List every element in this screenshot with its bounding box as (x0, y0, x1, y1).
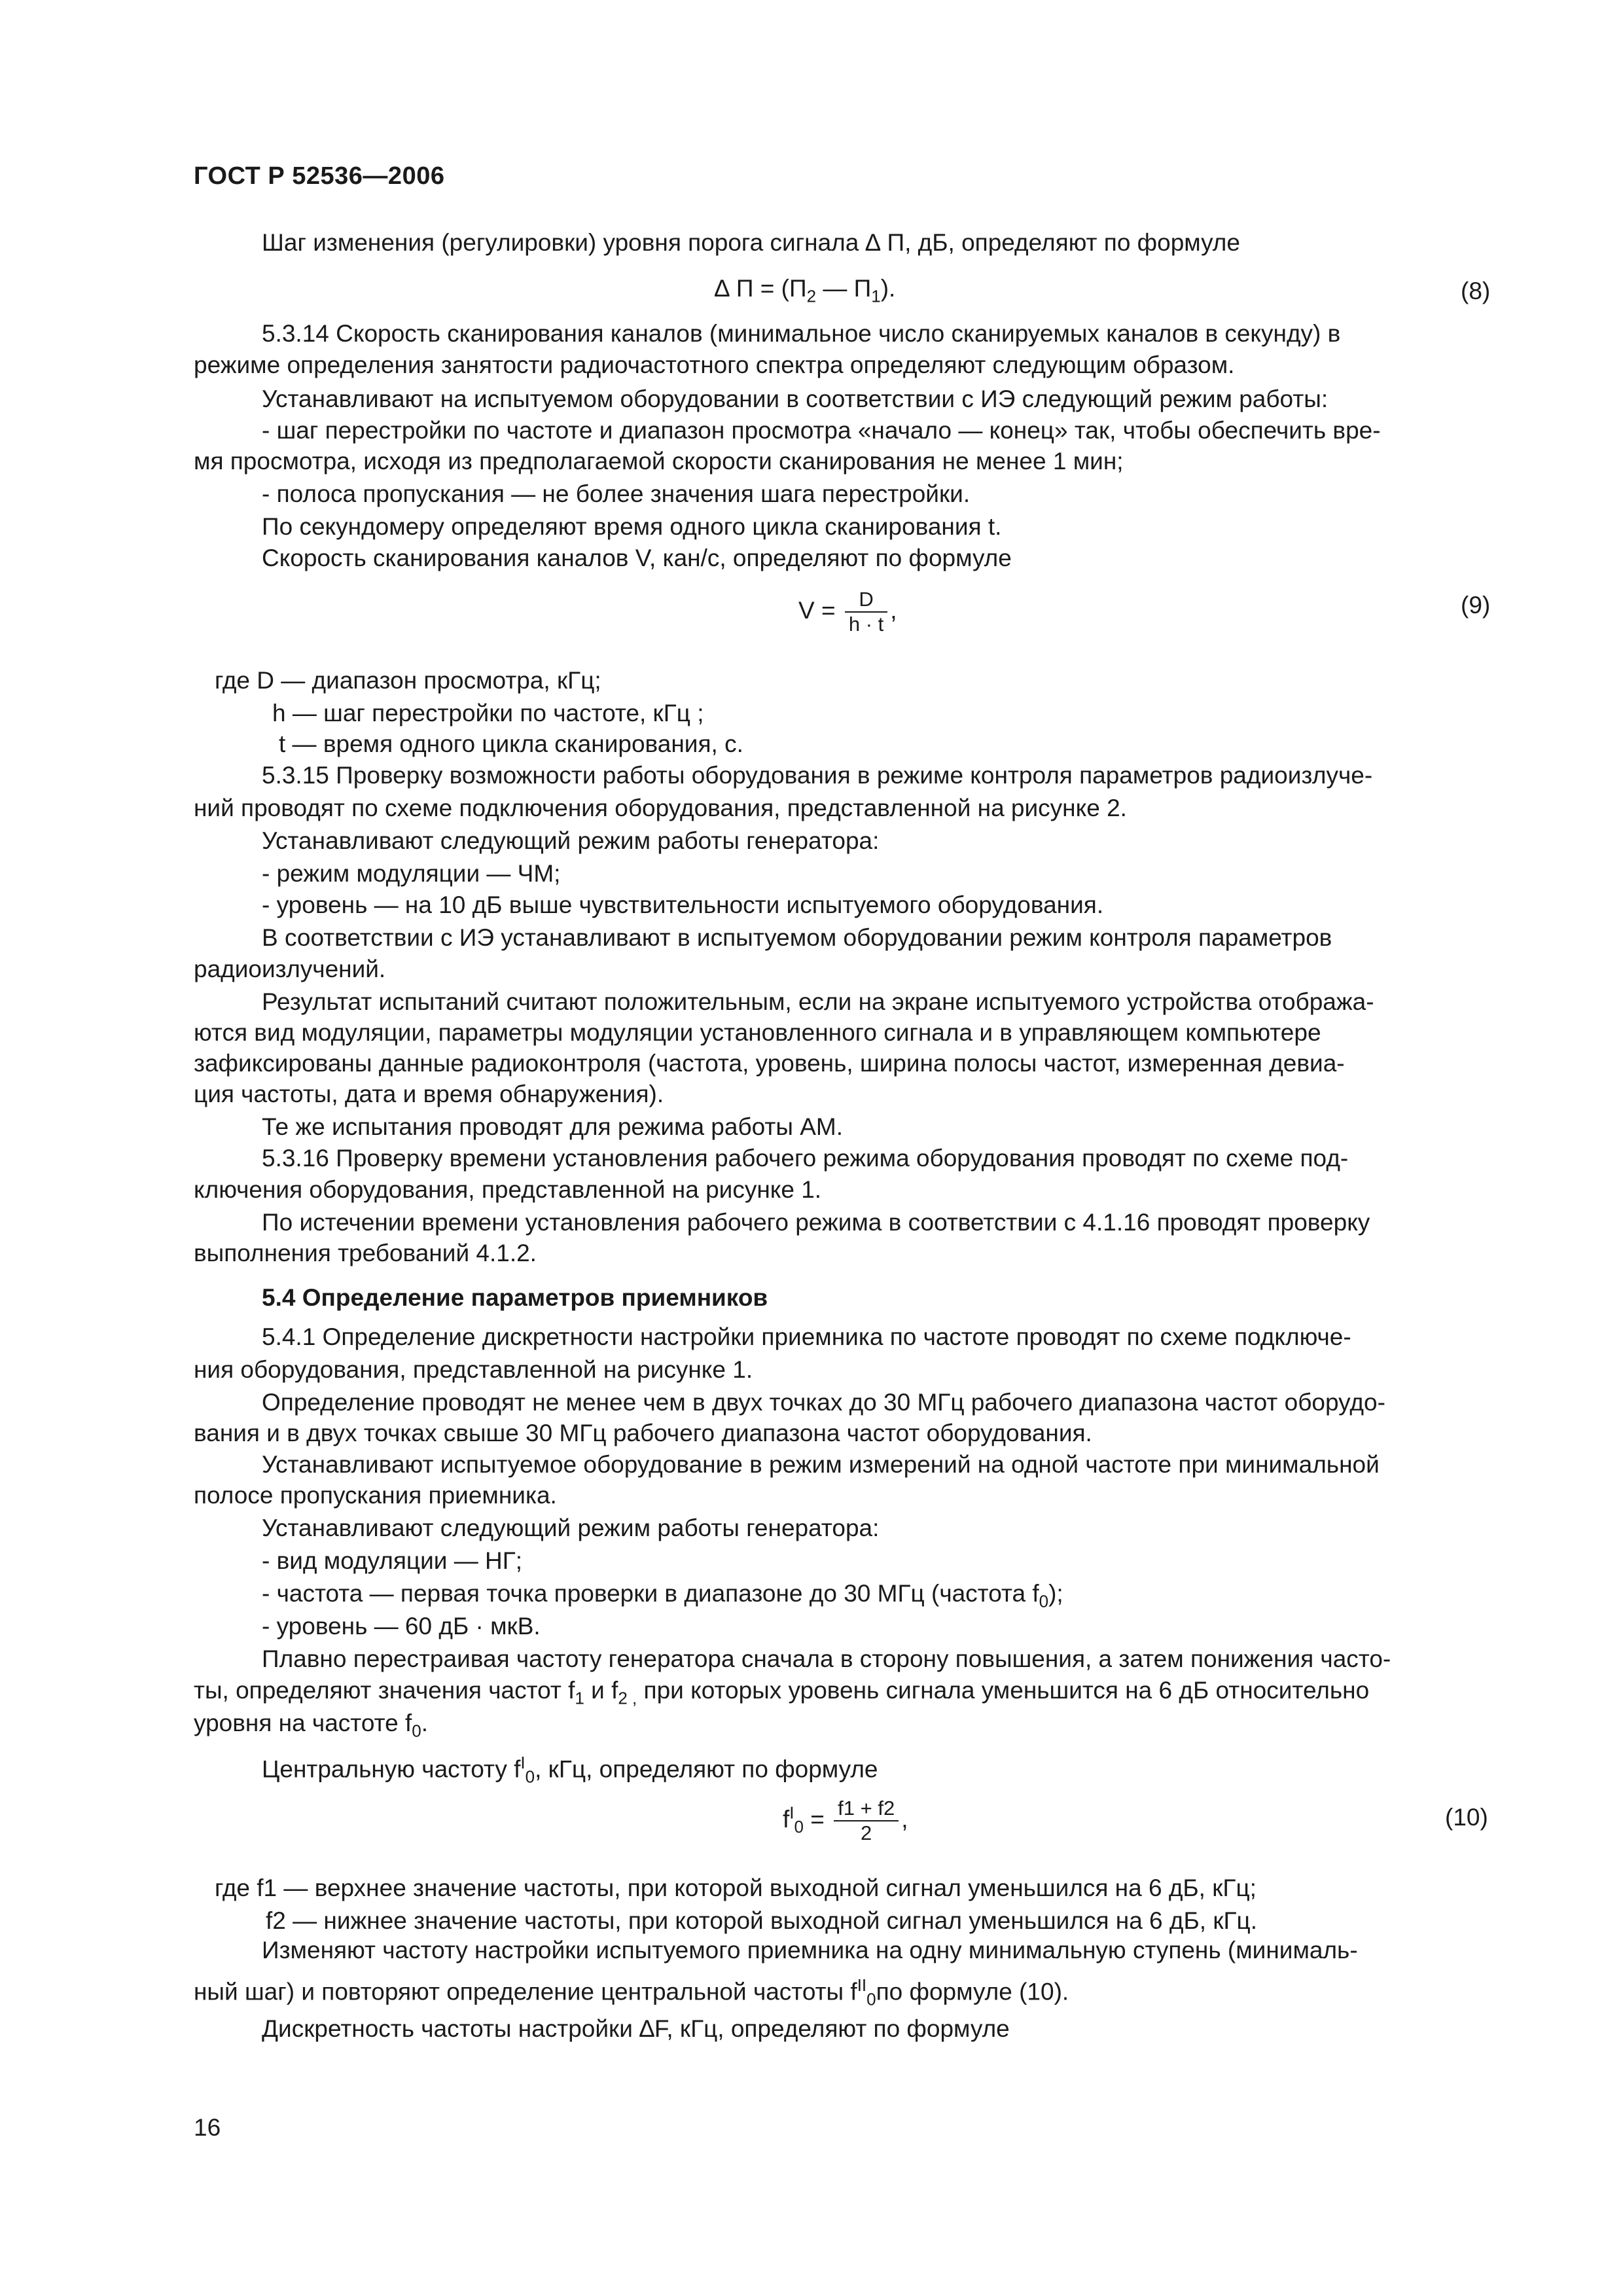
equation-number-10: (10) (1445, 1804, 1488, 1831)
text-line: 5.3.16 Проверку времени установления рабочего режима оборудования проводят по схеме под- (262, 1145, 1349, 1172)
text-line: зафиксированы данные радиоконтроля (частота, уровень, ширина полосы частот, измеренная девиа- (194, 1050, 1345, 1077)
section-heading: 5.4 Определение параметров приемников (262, 1284, 768, 1311)
text-line: В соответствии с ИЭ устанавливают в испытуемом оборудовании режим контроля параметров (262, 924, 1332, 951)
text-line: ключения оборудования, представленной на рисунке 1. (194, 1176, 822, 1203)
text-line: Те же испытания проводят для режима работы АМ. (262, 1113, 844, 1140)
text-line: - вид модуляции — НГ; (262, 1547, 523, 1574)
text-line: Дискретность частоты настройки ∆F, кГц, определяют по формуле (262, 2015, 1010, 2042)
text-line: По секундомеру определяют время одного цикла сканирования t. (262, 513, 1002, 540)
text-line: Шаг изменения (регулировки) уровня порога сигнала ∆ П, дБ, определяют по формуле (262, 229, 1240, 256)
text-line: радиоизлучений. (194, 956, 386, 982)
document-header: ГОСТ Р 52536—2006 (194, 162, 445, 190)
formula-10: $f^I_0$ = $\frac{f1 + f2}{2}$ , (783, 1797, 908, 1844)
text-line: - уровень — 60 дБ · мкВ. (262, 1613, 541, 1640)
text-line: - уровень — на 10 дБ выше чувствительности испытуемого оборудования. (262, 891, 1104, 918)
page-number: 16 (194, 2114, 221, 2141)
text-line: Плавно перестраивая частоту генератора сначала в сторону повышения, а затем понижения часто- (262, 1645, 1391, 1672)
text-line: f2 — нижнее значение частоты, при которой выходной сигнал уменьшился на 6 дБ, кГц. (266, 1907, 1258, 1934)
text-line: t — время одного цикла сканирования, с. (279, 730, 743, 757)
text-line: ния оборудования, представленной на рисунке 1. (194, 1356, 753, 1383)
text-line: режиме определения занятости радиочастотного спектра определяют следующим образом. (194, 351, 1235, 378)
text-line: - шаг перестройки по частоте и диапазон просмотра «начало — конец» так, чтобы обеспечить вре- (262, 417, 1381, 444)
equation-number-9: (9) (1461, 592, 1491, 619)
text-line: - частота — первая точка проверки в диапазоне до 30 МГц (частота $f_0$); (262, 1580, 1063, 1611)
text-line: ты, определяют значения частот $f_1$ и $f_{2 ,}$ при которых уровень сигнала уменьшится на 6 дБ относительно (194, 1677, 1370, 1708)
text-line: h — шаг перестройки по частоте, кГц ; (272, 700, 704, 726)
text-line: Устанавливают следующий режим работы генератора: (262, 1515, 880, 1541)
text-line: где D — диапазон просмотра, кГц; (215, 667, 601, 694)
text-line: 5.4.1 Определение дискретности настройки приемника по частоте проводят по схеме подключе- (262, 1323, 1351, 1350)
text-line: Устанавливают на испытуемом оборудовании в соответствии с ИЭ следующий режим работы: (262, 386, 1329, 412)
text-line: уровня на частоте $f_0$. (194, 1710, 429, 1741)
text-line: - полоса пропускания — не более значения шага перестройки. (262, 480, 971, 507)
text-line: По истечении времени установления рабочего режима в соответствии с 4.1.16 проводят проверку (262, 1209, 1370, 1236)
text-line: Центральную частоту $f^I_0$, кГц, определяют по формуле (262, 1753, 878, 1787)
text-line: Изменяют частоту настройки испытуемого приемника на одну минимальную ступень (минималь- (262, 1937, 1358, 1964)
text-line: вания и в двух точках свыше 30 МГц рабочего диапазона частот оборудования. (194, 1420, 1092, 1446)
text-line: ются вид модуляции, параметры модуляции установленного сигнала и в управляющем компьютере (194, 1019, 1321, 1046)
text-line: выполнения требований 4.1.2. (194, 1240, 537, 1266)
text-line: Скорость сканирования каналов V, кан/с, определяют по формуле (262, 545, 1012, 571)
formula-8: ∆ $П = (П_2$ — $П_1$). (715, 275, 896, 306)
text-line: Устанавливают следующий режим работы генератора: (262, 827, 880, 854)
text-line: где f1 — верхнее значение частоты, при которой выходной сигнал уменьшился на 6 дБ, кГц; (215, 1874, 1257, 1901)
text-line: мя просмотра, исходя из предполагаемой скорости сканирования не менее 1 мин; (194, 448, 1124, 475)
text-line: полосе пропускания приемника. (194, 1482, 557, 1509)
equation-number-8: (8) (1461, 278, 1491, 304)
text-line: ный шаг) и повторяют определение центральной частоты $f^{II}_0по$ формуле (10). (194, 1975, 1069, 2009)
text-line: Результат испытаний считают положительным, если на экране испытуемого устройства отобража- (262, 988, 1374, 1015)
text-line: ция частоты, дата и время обнаружения). (194, 1081, 664, 1107)
text-line: Устанавливают испытуемое оборудование в режим измерений на одной частоте при минимальной (262, 1451, 1380, 1478)
text-line: Определение проводят не менее чем в двух точках до 30 МГц рабочего диапазона частот оборудо- (262, 1389, 1385, 1416)
text-line: 5.3.14 Скорость сканирования каналов (минимальное число сканируемых каналов в секунду) в (262, 320, 1341, 347)
text-line: ний проводят по схеме подключения оборудования, представленной на рисунке 2. (194, 795, 1127, 821)
formula-9: V = $\frac{D}{h \cdot t}$ , (798, 588, 897, 636)
text-line: - режим модуляции — ЧМ; (262, 860, 561, 887)
text-line: 5.3.15 Проверку возможности работы оборудования в режиме контроля параметров радиоизлуче- (262, 762, 1373, 789)
